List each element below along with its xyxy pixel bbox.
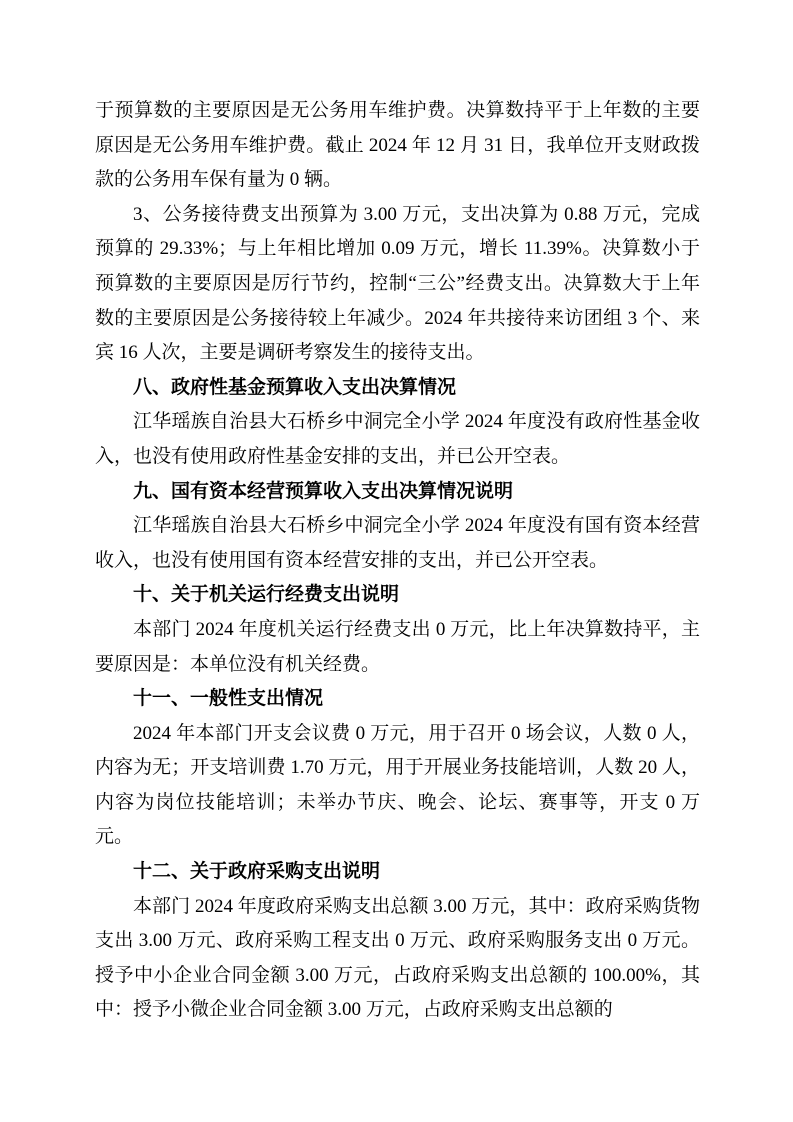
section-heading-general-expense: 十一、一般性支出情况 — [133, 688, 324, 710]
paragraph-state-capital-statement: 江华瑶族自治县大石桥乡中洞完全小学 2024 年度没有国有资本经营收入，也没有使用国有资本经营安排的支出，并已公开空表。 — [95, 515, 700, 571]
paragraph-vehicle-expense-continuation: 于预算数的主要原因是无公务用车维护费。决算数持平于上年数的主要原因是无公务用车维护费。截止 2024 年 12 月 31 日，我单位开支财政拨款的公务用车保有量为 0 辆。 — [95, 100, 700, 191]
paragraph-government-fund-statement: 江华瑶族自治县大石桥乡中洞完全小学 2024 年度没有政府性基金收入，也没有使用政府性基金安排的支出，并已公开空表。 — [95, 411, 700, 467]
paragraph-general-expense: 2024 年本部门开支会议费 0 万元，用于召开 0 场会议，人数 0 人，内容为无；开支培训费 1.70 万元，用于开展业务技能培训，人数 20 人，内容为岗位技能培训；未举办节庆、晚会、论坛、赛事等，开支 0 万元。 — [95, 722, 700, 848]
section-heading-state-capital-budget: 九、国有资本经营预算收入支出决算情况说明 — [133, 480, 514, 502]
section-heading-government-fund-budget: 八、政府性基金预算收入支出决算情况 — [133, 376, 457, 398]
paragraph-official-reception-expense: 3、公务接待费支出预算为 3.00 万元，支出决算为 0.88 万元，完成预算的 29.33%；与上年相比增加 0.09 万元，增长 11.39%。决算数小于预算数的主要原因是厉行节约，控制“三公”经费支出。决算数大于上年数的主要原因是公务接待较上年减少。2024 年共接待来访团组 3 个、来宾 16 人次，主要是调研考察发生的接待支出。 — [95, 203, 700, 364]
section-heading-government-procurement: 十二、关于政府采购支出说明 — [133, 861, 381, 883]
paragraph-government-procurement: 本部门 2024 年度政府采购支出总额 3.00 万元，其中：政府采购货物支出 3.00 万元、政府采购工程支出 0 万元、政府采购服务支出 0 万元。授予中小企业合同金额 3.00 万元，占政府采购支出总额的 100.00%，其中：授予小微企业合同金额 3.00 万元，占政府采购支出总额的 — [95, 895, 700, 1021]
section-heading-agency-operating-expense: 十、关于机关运行经费支出说明 — [133, 584, 400, 606]
paragraph-agency-operating-expense: 本部门 2024 年度机关运行经费支出 0 万元，比上年决算数持平，主要原因是：本单位没有机关经费。 — [95, 618, 700, 675]
document-content — [95, 94, 700, 1028]
